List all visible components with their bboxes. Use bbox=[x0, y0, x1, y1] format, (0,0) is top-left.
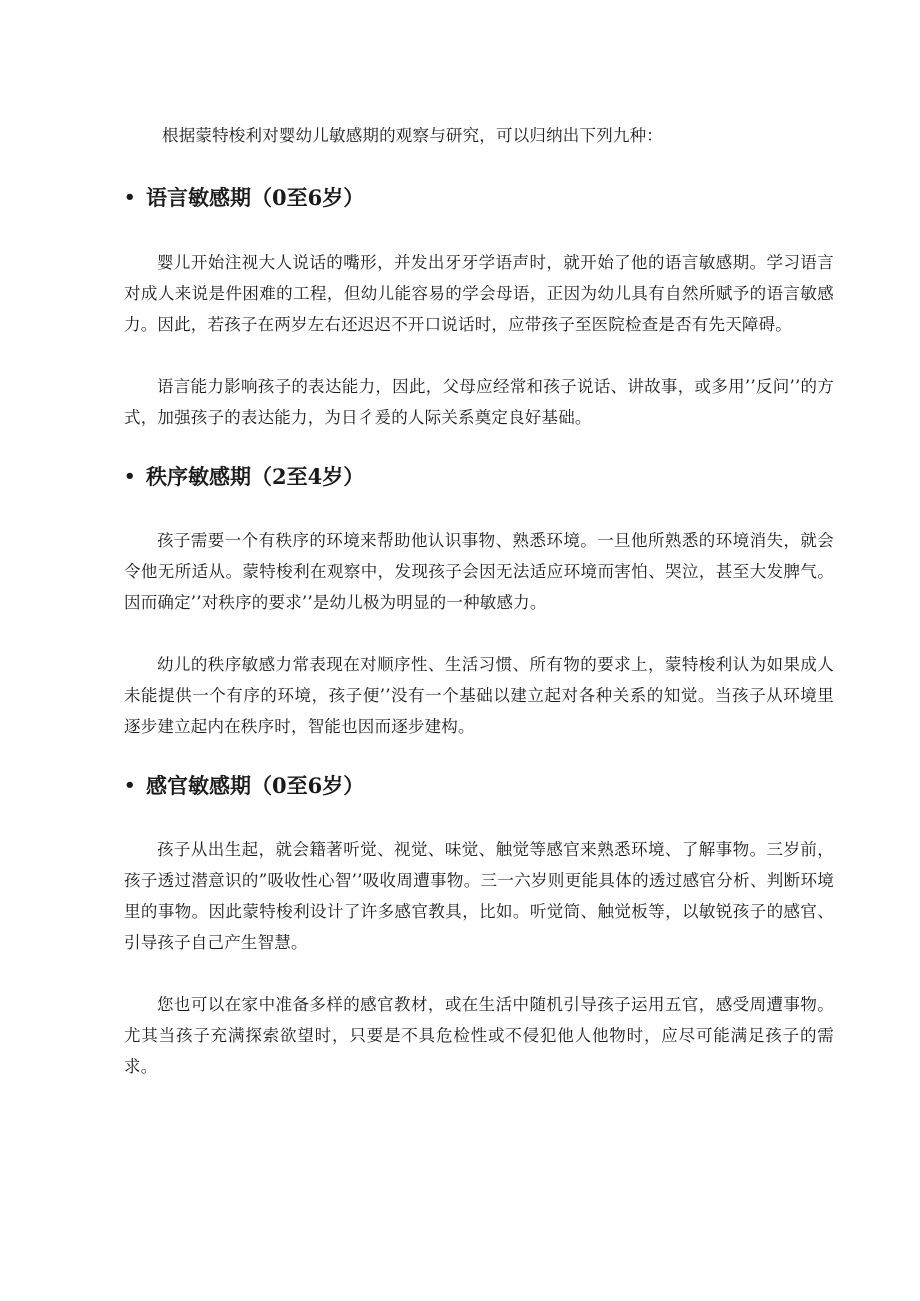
section-heading-label: 秩序敏感期（2至4岁） bbox=[146, 464, 365, 489]
section-heading-label: 感官敏感期（0至6岁） bbox=[146, 773, 365, 798]
section-heading-senses bbox=[124, 772, 364, 800]
bullet-icon: • bbox=[124, 775, 136, 796]
section-paragraph: 幼儿的秩序敏感力常表现在对顺序性、生活习惯、所有物的要求上，蒙特梭利认为如果成人未能提供一个有序的环境，孩子便’’没有一个基础以建立起对各种关系的知觉。当孩子从环境里逐步建立起内在秩序时，智能也因而逐步建构。 bbox=[124, 655, 834, 736]
bullet-icon: • bbox=[124, 187, 136, 208]
section-heading-language bbox=[124, 184, 364, 212]
section-heading-label: 语言敏感期（0至6岁） bbox=[146, 185, 365, 210]
section-paragraph: 语言能力影响孩子的表达能力，因此，父母应经常和孩子说话、讲故事，或多用’’反问’’的方式，加强孩子的表达能力，为日彳爰的人际关系奠定良好基础。 bbox=[124, 377, 834, 427]
section-paragraph: 孩子需要一个有秩序的环境来帮助他认识事物、熟悉环境。一旦他所熟悉的环境消失，就会令他无所适从。蒙特梭利在观察中，发现孩子会因无法适应环境而害怕、哭泣，甚至大发脾气。因而确定’’对秩序的要求’’是幼儿极为明显的一种敏感力。 bbox=[124, 531, 834, 612]
section-paragraph: 婴儿开始注视大人说话的嘴形，并发出牙牙学语声时，就开始了他的语言敏感期。学习语言对成人来说是件困难的工程，但幼儿能容易的学会母语，正因为幼儿具有自然所赋予的语言敏感力。因此，若孩子在两岁左右还迟迟不开口说话时，应带孩子至医院检查是否有先天障碍。 bbox=[124, 253, 834, 334]
section-paragraph: 您也可以在家中准备多样的感官教材，或在生活中随机引导孩子运用五官，感受周遭事物。尤其当孩子充满探索欲望时，只要是不具危检性或不侵犯他人他物时，应尽可能满足孩子的需求。 bbox=[124, 995, 834, 1076]
bullet-icon: • bbox=[124, 466, 136, 487]
intro-paragraph: 根据蒙特梭利对婴幼儿敏感期的观察与研究，可以归纳出下列九种： bbox=[162, 126, 663, 145]
section-heading-order bbox=[124, 463, 364, 491]
section-paragraph: 孩子从出生起，就会籍著听觉、视觉、味觉、触觉等感官来熟悉环境、了解事物。三岁前，孩子透过潜意识的”吸收性心智’’吸收周遭事物。三一六岁则更能具体的透过感官分析、判断环境里的事物。因此蒙特梭利设计了许多感官教具，比如。听觉筒、触觉板等，以敏锐孩子的感官、引导孩子自己产生智慧。 bbox=[124, 840, 834, 952]
